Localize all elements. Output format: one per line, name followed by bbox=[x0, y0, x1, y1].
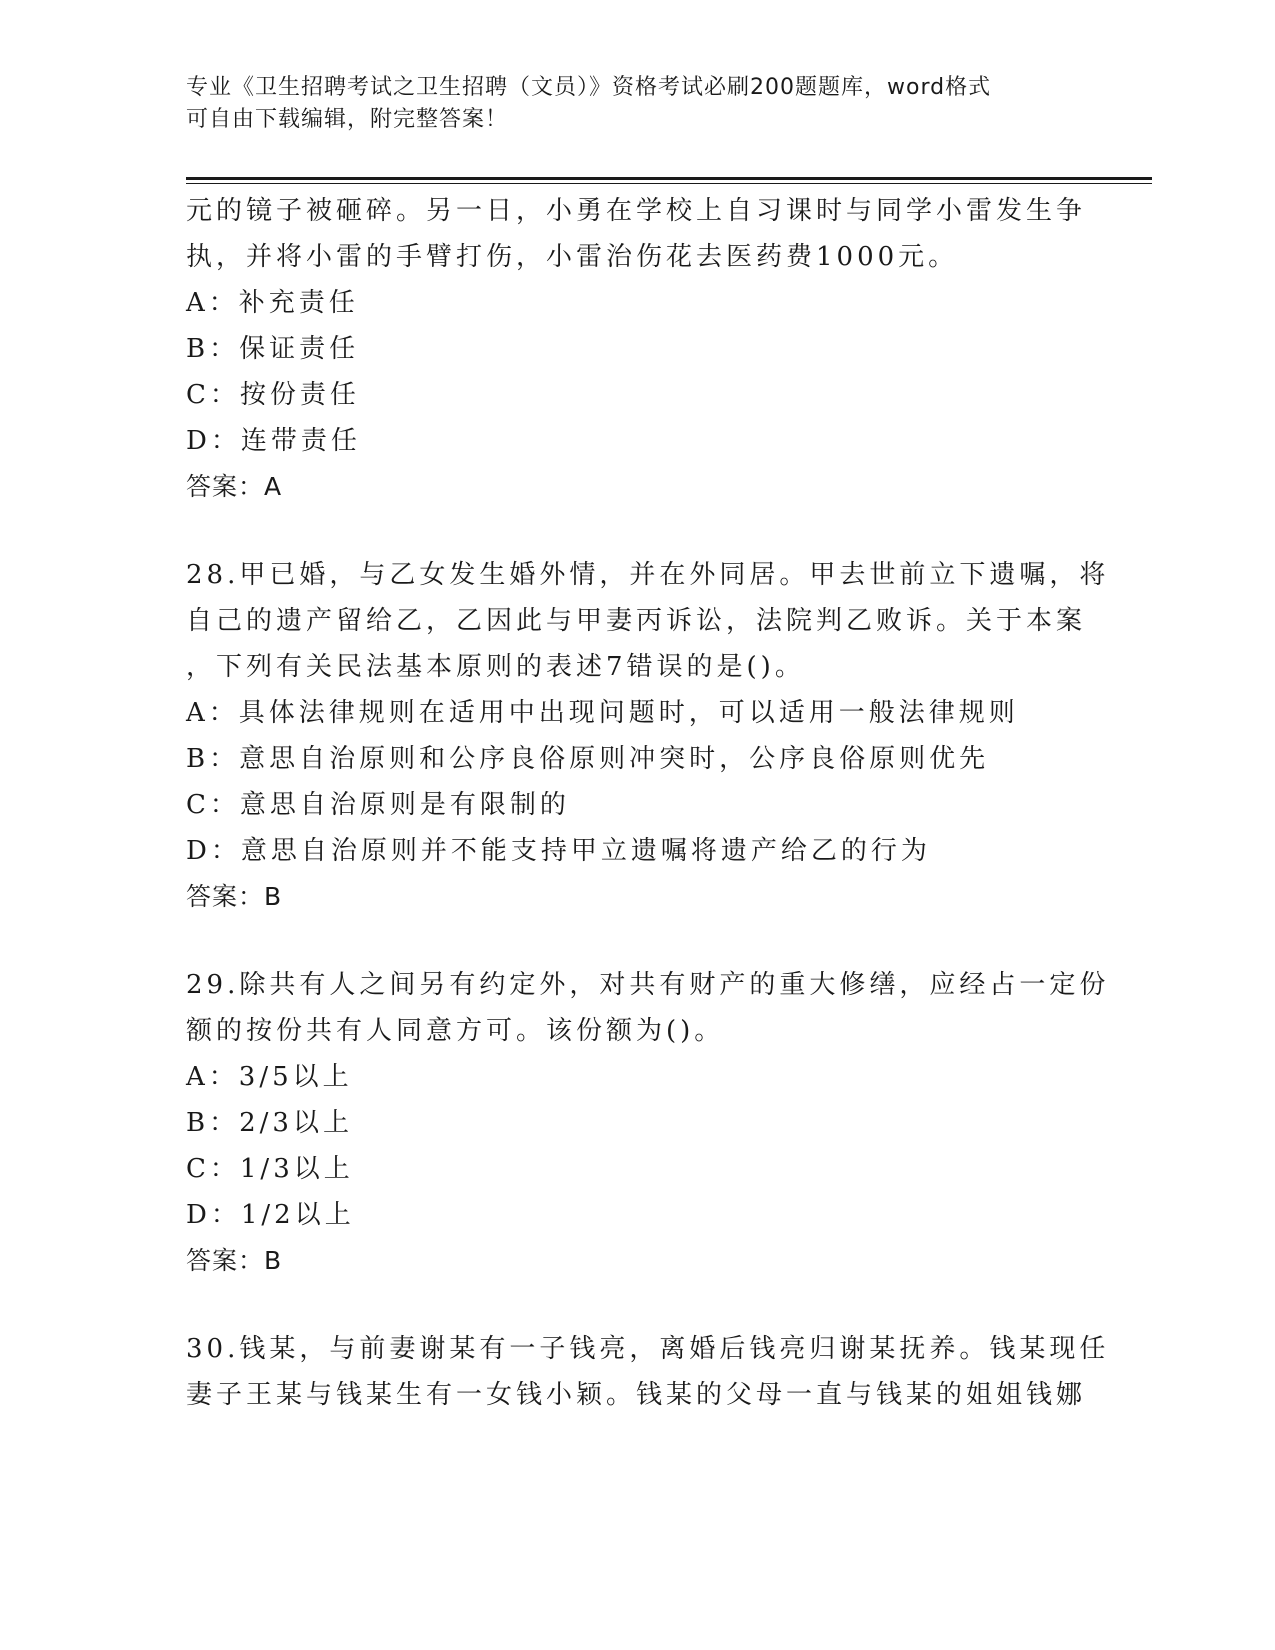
question-text-line: 元的镜子被砸碎。另一日，小勇在学校上自习课时与同学小雷发生争 bbox=[186, 196, 1087, 226]
header-rule-thin bbox=[186, 183, 1152, 184]
option-a: A：3/5以上 bbox=[186, 1062, 353, 1092]
document-header bbox=[186, 72, 1066, 136]
option-d: D：连带责任 bbox=[186, 426, 361, 456]
question-27-continuation bbox=[186, 188, 1086, 510]
option-b: B：2/3以上 bbox=[186, 1108, 353, 1138]
question-text-line: 执，并将小雷的手臂打伤，小雷治伤花去医药费1000元。 bbox=[186, 242, 959, 272]
option-d: D：意思自治原则并不能支持甲立遗嘱将遗产给乙的行为 bbox=[186, 836, 931, 866]
document-body bbox=[186, 188, 1110, 1418]
header-title-line-2: 可自由下载编辑，附完整答案！ bbox=[186, 107, 509, 132]
question-text-line: 29.除共有人之间另有约定外，对共有财产的重大修缮，应经占一定份 bbox=[186, 970, 1110, 1000]
option-b: B：保证责任 bbox=[186, 334, 360, 364]
question-gap bbox=[186, 510, 1086, 552]
answer-line: 答案：B bbox=[186, 1246, 283, 1275]
answer-line: 答案：B bbox=[186, 882, 283, 911]
question-30 bbox=[186, 1326, 1110, 1418]
option-a: A：具体法律规则在适用中出现问题时，可以适用一般法律规则 bbox=[186, 698, 1019, 728]
option-c: C：按份责任 bbox=[186, 380, 360, 410]
option-a: A：补充责任 bbox=[186, 288, 359, 318]
question-gap bbox=[186, 920, 1086, 962]
question-text-line: 妻子王某与钱某生有一女钱小颖。钱某的父母一直与钱某的姐姐钱娜 bbox=[186, 1380, 1087, 1410]
answer-line: 答案：A bbox=[186, 472, 283, 501]
header-rule-thick bbox=[186, 177, 1152, 180]
option-c: C：1/3以上 bbox=[186, 1154, 354, 1184]
question-29 bbox=[186, 962, 1110, 1284]
header-title-line-1: 专业《卫生招聘考试之卫生招聘（文员）》资格考试必刷200题题库，word格式 bbox=[186, 75, 992, 100]
question-text-line: 28.甲已婚，与乙女发生婚外情，并在外同居。甲去世前立下遗嘱，将 bbox=[186, 560, 1110, 590]
question-28 bbox=[186, 552, 1110, 920]
question-text-line: 30.钱某，与前妻谢某有一子钱亮，离婚后钱亮归谢某抚养。钱某现任 bbox=[186, 1334, 1110, 1364]
option-c: C：意思自治原则是有限制的 bbox=[186, 790, 570, 820]
question-text-line: 自己的遗产留给乙，乙因此与甲妻丙诉讼，法院判乙败诉。关于本案 bbox=[186, 606, 1087, 636]
question-text-line: ，下列有关民法基本原则的表述7错误的是()。 bbox=[186, 652, 805, 682]
question-gap bbox=[186, 1284, 1086, 1326]
option-b: B：意思自治原则和公序良俗原则冲突时，公序良俗原则优先 bbox=[186, 744, 990, 774]
question-text-line: 额的按份共有人同意方可。该份额为()。 bbox=[186, 1016, 725, 1046]
option-d: D：1/2以上 bbox=[186, 1200, 355, 1230]
